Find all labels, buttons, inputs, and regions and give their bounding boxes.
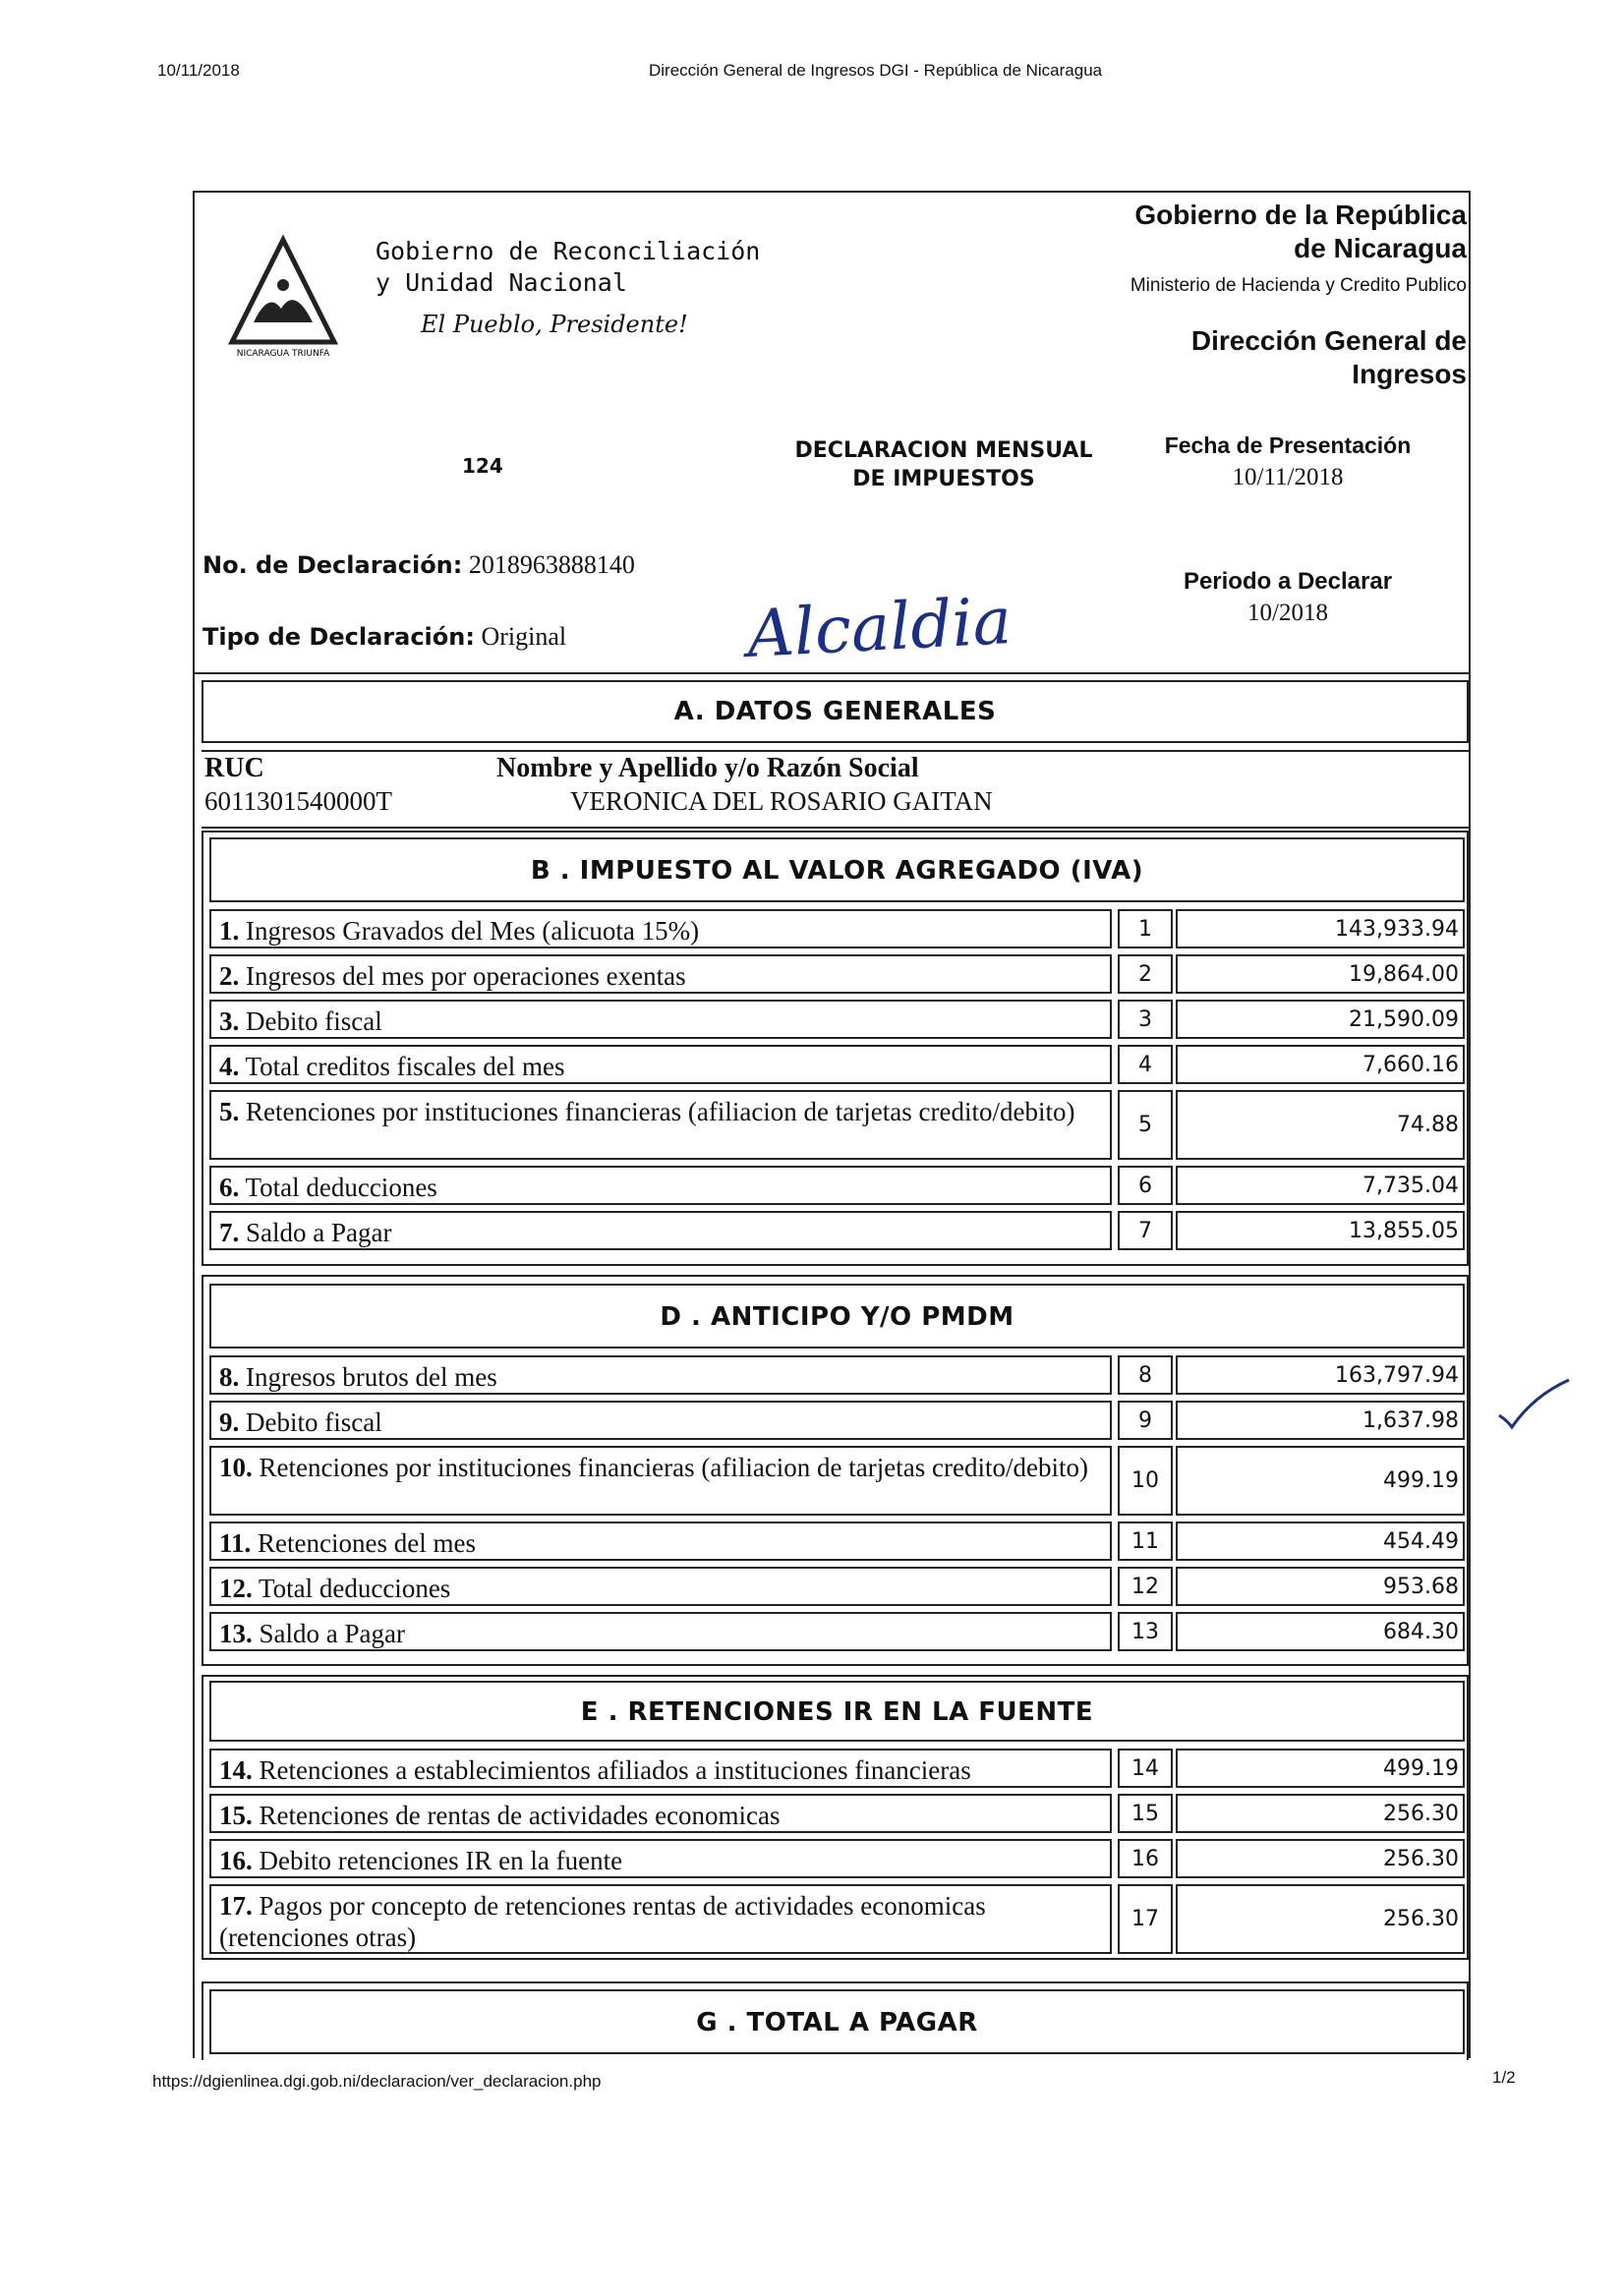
row-line-number: 11 — [1118, 1521, 1173, 1561]
row-description — [209, 1567, 1112, 1606]
table-row — [209, 1884, 1465, 1954]
row-line-number: 13 — [1118, 1612, 1173, 1651]
name-value: VERONICA DEL ROSARIO GAITAN — [570, 786, 993, 816]
row-description — [209, 1090, 1112, 1160]
table-row — [209, 1000, 1465, 1039]
row-label: Saldo a Pagar — [246, 1218, 392, 1247]
submission-date-label: Fecha de Presentación — [1164, 432, 1412, 458]
row-amount: 454.49 — [1176, 1521, 1465, 1561]
row-label: Retenciones por instituciones financieras (afiliacion de tarjetas credito/debito) — [259, 1453, 1088, 1482]
row-item-number: 1. — [219, 916, 240, 946]
row-line-number: 4 — [1118, 1045, 1173, 1084]
declaration-type: Tipo de Declaración: Original — [203, 622, 567, 651]
row-label: Ingresos Gravados del Mes (alicuota 15%) — [246, 916, 700, 946]
row-line-number: 7 — [1118, 1211, 1173, 1250]
row-description — [209, 1749, 1112, 1788]
dgi-title: Dirección General de Ingresos — [1190, 325, 1467, 389]
table-row — [209, 1401, 1465, 1440]
print-date: 10/11/2018 — [157, 61, 240, 80]
row-label: Debito retenciones IR en la fuente — [259, 1846, 623, 1875]
row-line-number: 8 — [1118, 1355, 1173, 1395]
row-amount: 74.88 — [1176, 1090, 1465, 1160]
row-line-number: 1 — [1118, 909, 1173, 948]
section-b-title: B . IMPUESTO AL VALOR AGREGADO (IVA) — [209, 837, 1465, 902]
row-amount: 143,933.94 — [1176, 909, 1465, 948]
government-logo-icon — [224, 232, 342, 360]
period-value: 10/2018 — [1247, 600, 1328, 626]
row-description — [209, 909, 1112, 948]
row-item-number: 14. — [219, 1755, 253, 1785]
ministry-name: Ministerio de Hacienda y Credito Publico — [1130, 275, 1467, 296]
row-label: Total creditos fiscales del mes — [245, 1052, 565, 1081]
section-g-title: G . TOTAL A PAGAR — [209, 1989, 1465, 2054]
name-label: Nombre y Apellido y/o Razón Social — [496, 753, 919, 783]
section-e-title: E . RETENCIONES IR EN LA FUENTE — [209, 1681, 1465, 1742]
row-amount: 7,735.04 — [1176, 1166, 1465, 1205]
row-amount: 499.19 — [1176, 1749, 1465, 1788]
row-item-number: 11. — [219, 1528, 252, 1558]
row-label: Retenciones de rentas de actividades economicas — [259, 1801, 781, 1830]
ruc-value: 6011301540000T — [204, 786, 392, 816]
table-row — [209, 1794, 1465, 1833]
table-row — [209, 909, 1465, 948]
row-line-number: 15 — [1118, 1794, 1173, 1833]
declaration-title: DECLARACION MENSUAL DE IMPUESTOS — [794, 438, 1093, 491]
table-row — [209, 1567, 1465, 1606]
row-line-number: 6 — [1118, 1166, 1173, 1205]
period-label: Periodo a Declarar — [1183, 568, 1393, 595]
row-description — [209, 1000, 1112, 1039]
gov-reconciliation-title: Gobierno de Reconciliación y Unidad Nacional — [376, 237, 761, 297]
row-amount: 7,660.16 — [1176, 1045, 1465, 1084]
row-description — [209, 1521, 1112, 1561]
row-description — [209, 1884, 1112, 1954]
row-description — [209, 954, 1112, 994]
table-row — [209, 1355, 1465, 1395]
row-description — [209, 1401, 1112, 1440]
svg-text:NICARAGUA TRIUNFA: NICARAGUA TRIUNFA — [236, 349, 330, 359]
row-line-number: 17 — [1118, 1884, 1173, 1954]
row-item-number: 3. — [219, 1006, 240, 1036]
table-row — [209, 1749, 1465, 1788]
row-item-number: 17. — [219, 1891, 253, 1921]
row-item-number: 12. — [219, 1574, 253, 1603]
table-row — [209, 954, 1465, 994]
section-a-title: A. DATOS GENERALES — [202, 680, 1469, 743]
table-row — [209, 1839, 1465, 1878]
declaration-number: No. de Declaración: 2018963888140 — [203, 550, 635, 579]
row-line-number: 14 — [1118, 1749, 1173, 1788]
print-page-title: Dirección General de Ingresos DGI - República de Nicaragua — [649, 61, 1103, 80]
row-label: Debito fiscal — [246, 1006, 382, 1036]
print-url: https://dgienlinea.dgi.gob.ni/declaracion/ver_declaracion.php — [152, 2072, 602, 2091]
row-description — [209, 1612, 1112, 1651]
table-row — [209, 1521, 1465, 1561]
row-description — [209, 1794, 1112, 1833]
row-line-number: 3 — [1118, 1000, 1173, 1039]
row-amount: 256.30 — [1176, 1839, 1465, 1878]
row-item-number: 13. — [219, 1619, 253, 1648]
row-item-number: 2. — [219, 961, 240, 991]
row-amount: 13,855.05 — [1176, 1211, 1465, 1250]
row-label: Ingresos brutos del mes — [246, 1362, 497, 1392]
row-item-number: 16. — [219, 1846, 253, 1875]
row-line-number: 2 — [1118, 954, 1173, 994]
row-description — [209, 1211, 1112, 1250]
row-item-number: 5. — [219, 1097, 240, 1126]
row-label: Retenciones por instituciones financieras (afiliacion de tarjetas credito/debito) — [246, 1097, 1075, 1126]
row-description — [209, 1166, 1112, 1205]
row-label: Saldo a Pagar — [259, 1619, 405, 1648]
row-label: Total deducciones — [245, 1173, 437, 1202]
header-divider — [193, 672, 1471, 674]
row-description — [209, 1355, 1112, 1395]
ruc-label: RUC — [204, 753, 264, 783]
row-label: Retenciones a establecimientos afiliados a instituciones financieras — [259, 1755, 971, 1785]
row-amount: 256.30 — [1176, 1884, 1465, 1954]
row-item-number: 4. — [219, 1052, 240, 1081]
row-amount: 684.30 — [1176, 1612, 1465, 1651]
row-amount: 953.68 — [1176, 1567, 1465, 1606]
table-row — [209, 1045, 1465, 1084]
row-line-number: 12 — [1118, 1567, 1173, 1606]
row-line-number: 16 — [1118, 1839, 1173, 1878]
row-amount: 256.30 — [1176, 1794, 1465, 1833]
form-number: 124 — [462, 454, 503, 478]
row-item-number: 6. — [219, 1173, 240, 1202]
row-label: Debito fiscal — [246, 1407, 382, 1437]
handwritten-signature: Alcaldia — [745, 583, 1014, 672]
print-page-number: 1/2 — [1492, 2068, 1516, 2087]
row-description — [209, 1045, 1112, 1084]
submission-date-value: 10/11/2018 — [1232, 464, 1344, 490]
checkmark-icon — [1494, 1376, 1573, 1435]
row-label: Retenciones del mes — [258, 1528, 476, 1558]
table-row — [209, 1090, 1465, 1160]
table-row — [209, 1612, 1465, 1651]
row-amount: 21,590.09 — [1176, 1000, 1465, 1039]
row-item-number: 15. — [219, 1801, 253, 1830]
row-line-number: 9 — [1118, 1401, 1173, 1440]
row-line-number: 10 — [1118, 1446, 1173, 1516]
table-row — [209, 1166, 1465, 1205]
table-row — [209, 1211, 1465, 1250]
row-amount: 1,637.98 — [1176, 1401, 1465, 1440]
row-description — [209, 1446, 1112, 1516]
row-amount: 499.19 — [1176, 1446, 1465, 1516]
section-d-title: D . ANTICIPO Y/O PMDM — [209, 1284, 1465, 1349]
row-label: Ingresos del mes por operaciones exentas — [246, 961, 686, 991]
gov-republic-title: Gobierno de la República de Nicaragua — [1134, 200, 1467, 263]
row-item-number: 8. — [219, 1362, 240, 1392]
row-description — [209, 1839, 1112, 1878]
row-amount: 163,797.94 — [1176, 1355, 1465, 1395]
table-row — [209, 1446, 1465, 1516]
motto-handwritten: El Pueblo, Presidente! — [421, 311, 688, 338]
row-label: Pagos por concepto de retenciones rentas de actividades economicas (retenciones otras) — [219, 1891, 986, 1952]
row-line-number: 5 — [1118, 1090, 1173, 1160]
row-amount: 19,864.00 — [1176, 954, 1465, 994]
row-item-number: 10. — [219, 1453, 253, 1482]
row-label: Total deducciones — [259, 1574, 451, 1603]
row-item-number: 9. — [219, 1407, 240, 1437]
row-item-number: 7. — [219, 1218, 240, 1247]
